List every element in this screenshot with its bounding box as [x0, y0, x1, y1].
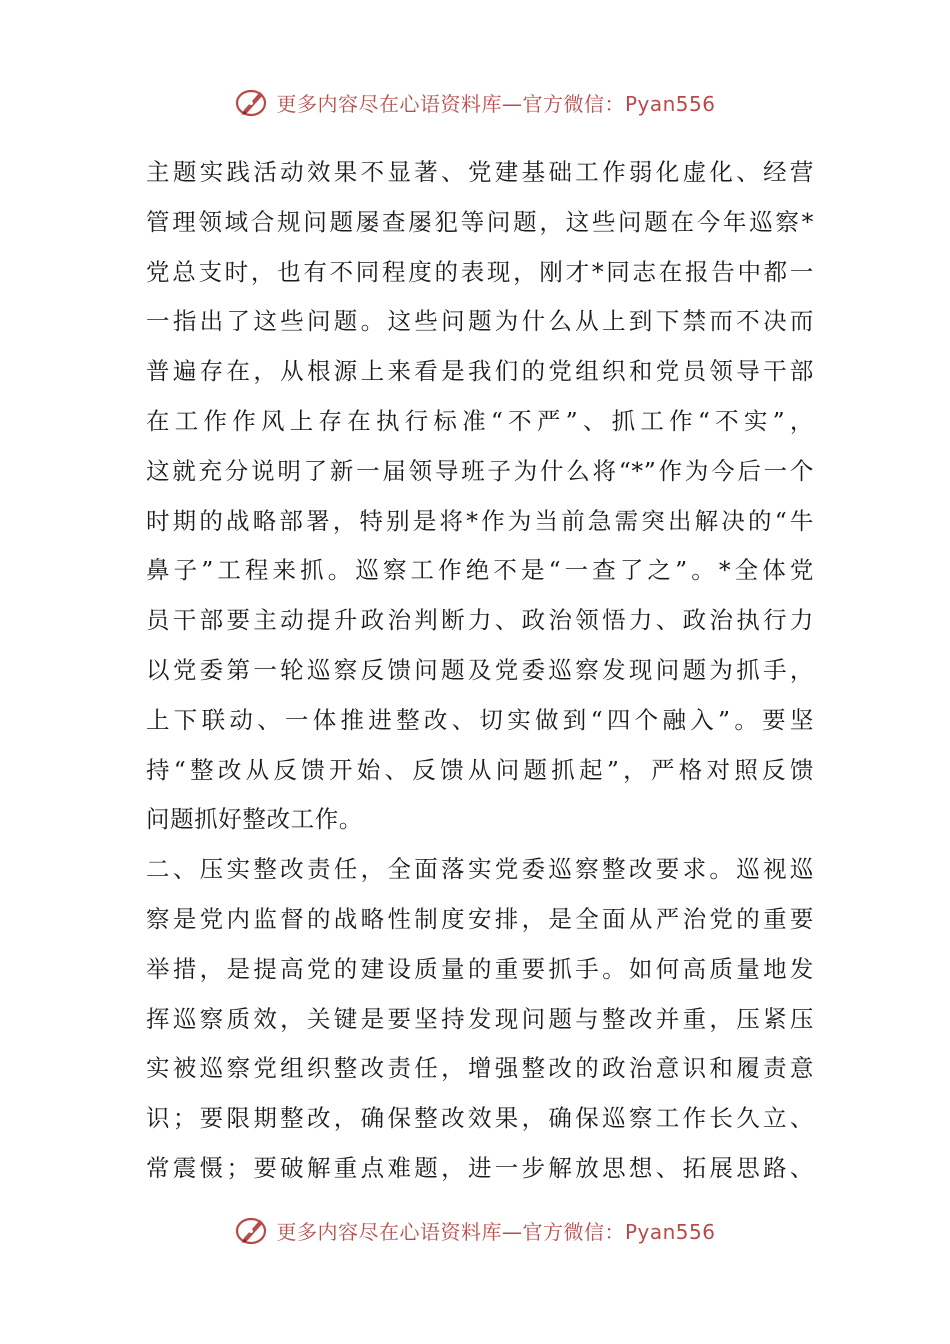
text-line: 员干部要主动提升政治判断力、政治领悟力、政治执行力	[146, 606, 814, 635]
text-line: 实被巡察党组织整改责任，增强整改的政治意识和履责意	[146, 1054, 814, 1083]
text-line: 党总支时，也有不同程度的表现，刚才*同志在报告中都一	[146, 257, 814, 286]
text-line: 挥巡察质效，关键是要坚持发现问题与整改并重，压紧压	[146, 1004, 814, 1033]
footer-watermark	[0, 1210, 950, 1250]
text-line: 问题抓好整改工作。	[146, 805, 363, 834]
text-line: 时期的战略部署，特别是将*作为当前急需突出解决的“牛	[146, 506, 814, 535]
section-heading-line: 二、压实整改责任，全面落实党委巡察整改要求。巡视巡	[146, 855, 814, 884]
pen-nib-logo-icon	[234, 1212, 270, 1248]
text-line: 主题实践活动效果不显著、党建基础工作弱化虚化、经营	[146, 158, 814, 186]
watermark-text: 更多内容尽在心语资料库—官方微信：Pyan556	[276, 91, 716, 116]
watermark-text: 更多内容尽在心语资料库—官方微信：Pyan556	[276, 1219, 716, 1244]
text-line: 上下联动、一体推进整改、切实做到“四个融入”。要坚	[146, 705, 814, 734]
text-line: 鼻子”工程来抓。巡察工作绝不是“一查了之”。*全体党	[146, 556, 814, 585]
text-line: 持“整改从反馈开始、反馈从问题抓起”，严格对照反馈	[146, 755, 814, 784]
text-line: 举措，是提高党的建设质量的重要抓手。如何高质量地发	[146, 954, 814, 983]
text-line: 以党委第一轮巡察反馈问题及党委巡察发现问题为抓手，	[146, 655, 814, 684]
document-body	[146, 148, 814, 1194]
header-watermark	[0, 82, 950, 122]
text-line: 管理领域合规问题屡查屡犯等问题，这些问题在今年巡察*	[146, 207, 814, 236]
pen-nib-logo-icon	[234, 84, 270, 120]
text-line: 一指出了这些问题。这些问题为什么从上到下禁而不决而	[146, 307, 814, 336]
text-line: 识；要限期整改，确保整改效果，确保巡察工作长久立、	[146, 1104, 814, 1133]
text-line: 在工作作风上存在执行标准“不严”、抓工作“不实”，	[146, 406, 814, 435]
text-line: 这就充分说明了新一届领导班子为什么将“*”作为今后一个	[146, 456, 814, 485]
text-line: 察是党内监督的战略性制度安排，是全面从严治党的重要	[146, 904, 814, 933]
text-line: 常震慑；要破解重点难题，进一步解放思想、拓展思路、	[146, 1153, 814, 1182]
text-line: 普遍存在，从根源上来看是我们的党组织和党员领导干部	[146, 357, 814, 386]
